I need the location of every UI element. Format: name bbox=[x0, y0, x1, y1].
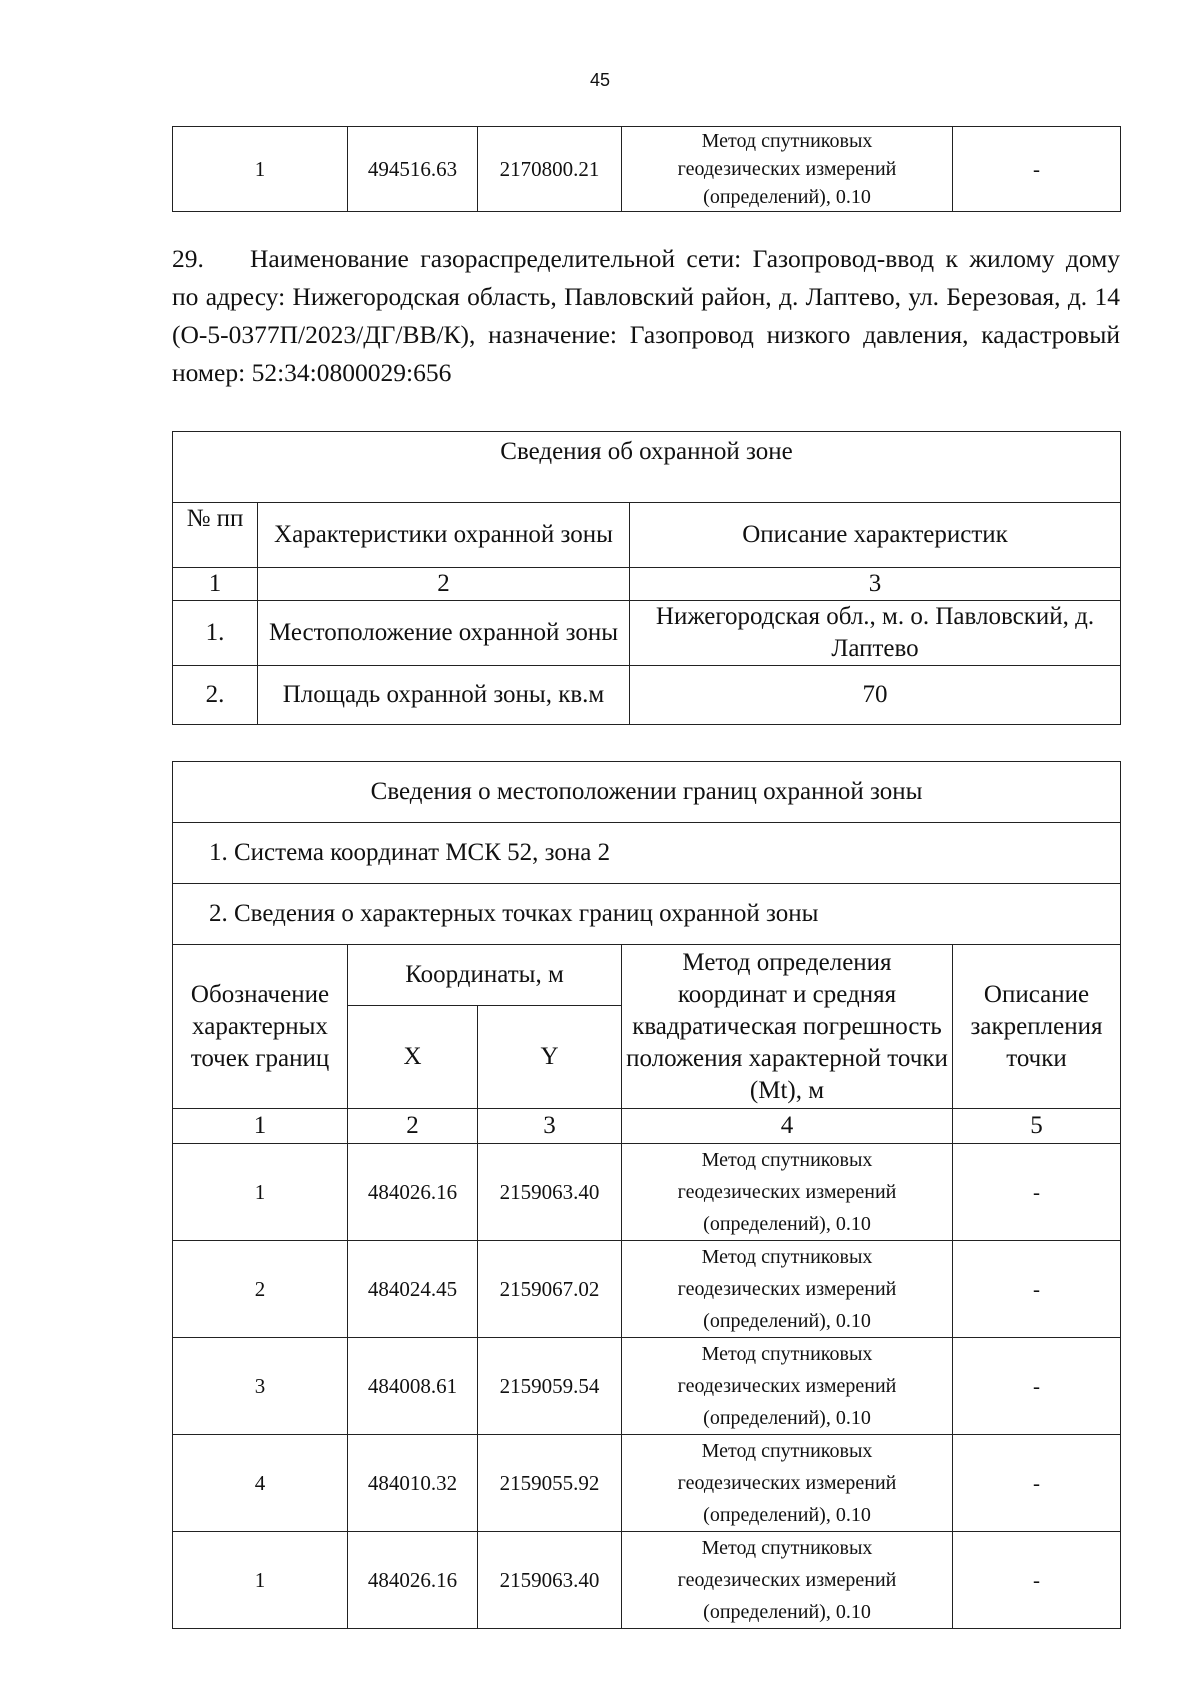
col-number: 2 bbox=[258, 568, 630, 601]
method-line: геодезических измерений bbox=[677, 1375, 897, 1397]
method-cell bbox=[622, 1435, 953, 1532]
x-coordinate-cell: 494516.63 bbox=[348, 127, 478, 212]
col-number: 3 bbox=[630, 568, 1121, 601]
method-line: (определений), 0.10 bbox=[703, 1310, 871, 1332]
method-line: геодезических измерений bbox=[677, 158, 897, 180]
row-value: Нижегородская обл., м. о. Павловский, д. Лаптево bbox=[630, 601, 1121, 666]
method-cell bbox=[622, 1241, 953, 1338]
col-number: 5 bbox=[953, 1109, 1121, 1144]
col-number: 4 bbox=[622, 1109, 953, 1144]
method-line: (определений), 0.10 bbox=[703, 186, 871, 208]
section-text: Наименование газораспределительной сети: Газопровод-ввод к жилому дому по адресу: Нижегородская область, Павловский район, д. Лаптево, ул. Березовая, д. 14 (О-5-0377П/2023/ДГ/ВВ/К), назначение: Газопровод низкого давления, кадастровый номер: 52:34:0800029:656 bbox=[172, 244, 1120, 387]
y-coordinate-cell: 2159055.92 bbox=[478, 1435, 622, 1532]
coordinates-table-continuation bbox=[172, 126, 1121, 212]
page-number: 45 bbox=[589, 70, 611, 90]
row-name: Площадь охранной зоны, кв.м bbox=[258, 666, 630, 725]
row-value: 70 bbox=[630, 666, 1121, 725]
point-id-cell: 1 bbox=[173, 1532, 348, 1629]
method-line: Метод спутниковых bbox=[701, 130, 873, 152]
y-coordinate-cell: 2159067.02 bbox=[478, 1241, 622, 1338]
method-line: геодезических измерений bbox=[677, 1181, 897, 1203]
table-row bbox=[173, 1241, 1121, 1338]
method-cell bbox=[622, 127, 953, 212]
zone-table-title: Сведения об охранной зоне bbox=[173, 432, 1121, 503]
x-coordinate-cell: 484010.32 bbox=[348, 1435, 478, 1532]
method-line: Метод спутниковых bbox=[701, 1537, 873, 1559]
y-coordinate-cell: 2159063.40 bbox=[478, 1144, 622, 1241]
x-coordinate-cell: 484008.61 bbox=[348, 1338, 478, 1435]
header-method: Метод определения координат и средняя квадратическая погрешность положения характерной точки (Mt), м bbox=[622, 945, 953, 1109]
method-line: Метод спутниковых bbox=[701, 1440, 873, 1462]
table-row bbox=[173, 666, 1121, 725]
method-cell bbox=[622, 1532, 953, 1629]
method-line: Метод спутниковых bbox=[701, 1343, 873, 1365]
fixation-cell: - bbox=[953, 127, 1121, 212]
method-line: (определений), 0.10 bbox=[703, 1407, 871, 1429]
table-row bbox=[173, 1338, 1121, 1435]
point-id-cell: 4 bbox=[173, 1435, 348, 1532]
section-paragraph bbox=[172, 240, 1120, 392]
x-coordinate-cell: 484026.16 bbox=[348, 1144, 478, 1241]
col-number: 1 bbox=[173, 568, 258, 601]
header-coordinates: Координаты, м bbox=[348, 945, 622, 1006]
row-number: 1. bbox=[173, 601, 258, 666]
point-id-cell: 3 bbox=[173, 1338, 348, 1435]
row-name: Местоположение охранной зоны bbox=[258, 601, 630, 666]
point-id-cell: 2 bbox=[173, 1241, 348, 1338]
table-row bbox=[173, 1435, 1121, 1532]
table-row bbox=[173, 601, 1121, 666]
row-number: 2. bbox=[173, 666, 258, 725]
fixation-cell: - bbox=[953, 1435, 1121, 1532]
col-number: 1 bbox=[173, 1109, 348, 1144]
table-row bbox=[173, 127, 1121, 212]
col-number: 2 bbox=[348, 1109, 478, 1144]
section-number: 29. bbox=[172, 244, 204, 273]
method-line: (определений), 0.10 bbox=[703, 1213, 871, 1235]
boundary-points-table bbox=[172, 761, 1121, 1629]
point-id-cell: 1 bbox=[173, 127, 348, 212]
y-coordinate-cell: 2170800.21 bbox=[478, 127, 622, 212]
coordinate-system: 1. Система координат МСК 52, зона 2 bbox=[173, 823, 1121, 884]
header-x: X bbox=[348, 1006, 478, 1109]
points-table-title: Сведения о местоположении границ охранной зоны bbox=[173, 762, 1121, 823]
method-line: геодезических измерений bbox=[677, 1569, 897, 1591]
method-line: Метод спутниковых bbox=[701, 1149, 873, 1171]
fixation-cell: - bbox=[953, 1241, 1121, 1338]
method-line: (определений), 0.10 bbox=[703, 1601, 871, 1623]
header-description: Описание характеристик bbox=[630, 503, 1121, 568]
method-line: (определений), 0.10 bbox=[703, 1504, 871, 1526]
fixation-cell: - bbox=[953, 1144, 1121, 1241]
point-id-cell: 1 bbox=[173, 1144, 348, 1241]
points-subtitle: 2. Сведения о характерных точках границ охранной зоны bbox=[173, 884, 1121, 945]
y-coordinate-cell: 2159063.40 bbox=[478, 1532, 622, 1629]
fixation-cell: - bbox=[953, 1532, 1121, 1629]
header-fixation: Описание закрепления точки bbox=[953, 945, 1121, 1109]
table-row bbox=[173, 1144, 1121, 1241]
header-number: № пп bbox=[173, 503, 258, 568]
method-line: геодезических измерений bbox=[677, 1472, 897, 1494]
header-y: Y bbox=[478, 1006, 622, 1109]
table-row bbox=[173, 1532, 1121, 1629]
header-designation: Обозначение характерных точек границ bbox=[173, 945, 348, 1109]
method-line: геодезических измерений bbox=[677, 1278, 897, 1300]
fixation-cell: - bbox=[953, 1338, 1121, 1435]
header-characteristics: Характеристики охранной зоны bbox=[258, 503, 630, 568]
col-number: 3 bbox=[478, 1109, 622, 1144]
method-cell bbox=[622, 1144, 953, 1241]
x-coordinate-cell: 484026.16 bbox=[348, 1532, 478, 1629]
protected-zone-table bbox=[172, 431, 1121, 725]
method-cell bbox=[622, 1338, 953, 1435]
y-coordinate-cell: 2159059.54 bbox=[478, 1338, 622, 1435]
method-line: Метод спутниковых bbox=[701, 1246, 873, 1268]
x-coordinate-cell: 484024.45 bbox=[348, 1241, 478, 1338]
